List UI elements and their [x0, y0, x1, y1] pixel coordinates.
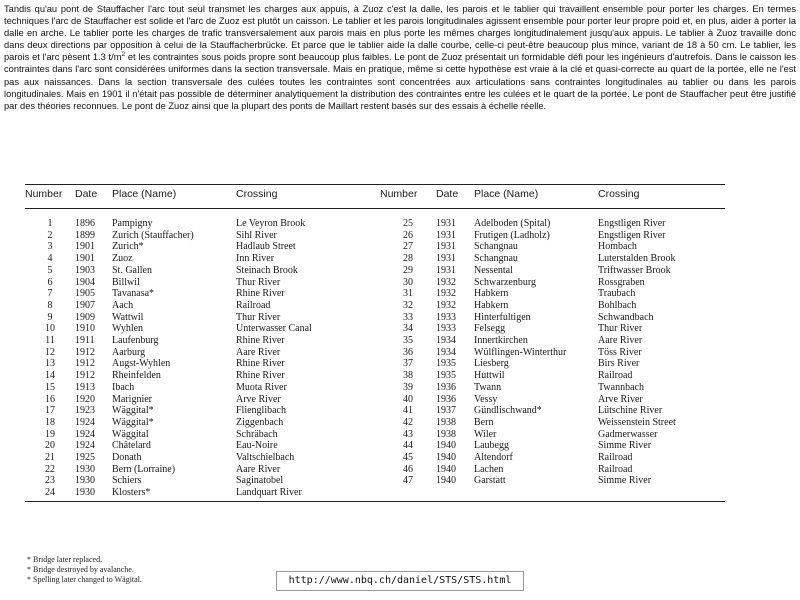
cell-date: 1932: [436, 299, 456, 311]
cell-number: 17: [45, 405, 55, 417]
cell-place: Habkern: [474, 299, 509, 311]
cell-place: Altendorf: [474, 452, 513, 464]
cell-crossing: Rhine River: [236, 370, 285, 382]
cell-place: Vessy: [474, 393, 498, 405]
cell-date: 1910: [75, 323, 95, 335]
cell-date: 1936: [436, 381, 456, 393]
cell-crossing: Railroad: [598, 463, 633, 475]
header-crossing-left: Crossing: [236, 185, 380, 209]
cell-crossing: Schwandbach: [598, 311, 654, 323]
bridge-table: [25, 184, 725, 502]
cell-number: 19: [45, 428, 55, 440]
cell-crossing: Muota River: [236, 381, 287, 393]
cell-place: Schangnau: [474, 241, 518, 253]
cell-number: 40: [403, 393, 413, 405]
cell-crossing: Schräbach: [236, 428, 278, 440]
cell-date: 1936: [436, 393, 456, 405]
intro-superscript: 2: [121, 51, 126, 59]
cell-number: 36: [403, 346, 413, 358]
cell-crossing: Thur River: [236, 276, 281, 288]
cell-place: Nessental: [474, 264, 513, 276]
cell-crossing: Bohlbach: [598, 299, 637, 311]
cell-date: 1912: [75, 370, 95, 382]
cell-number: 29: [403, 264, 413, 276]
cell-date: 1932: [436, 276, 456, 288]
cell-place: Felsegg: [474, 323, 506, 335]
cell-number: 25: [403, 218, 413, 229]
header-number-left: Number: [25, 185, 75, 209]
header-place-left: Place (Name): [112, 185, 236, 209]
cell-place: Habkern: [474, 288, 509, 300]
cell-date: 1931: [436, 253, 456, 265]
cell-date: 1934: [436, 346, 456, 358]
cell-crossing: Rhine River: [236, 288, 285, 300]
table-header-row: [25, 185, 725, 209]
cell-date: 1933: [436, 311, 456, 323]
cell-crossing: Töss River: [598, 346, 642, 358]
table-row: [25, 429, 725, 441]
cell-number: 32: [403, 299, 413, 311]
cell-date: 1911: [75, 335, 95, 347]
cell-place: Augst-Wyhlen: [112, 358, 171, 370]
cell-number: 28: [403, 253, 413, 265]
cell-place: Billwil: [112, 276, 140, 288]
table-row: [25, 394, 725, 406]
table-row: [25, 487, 725, 501]
cell-place: Schangnau: [474, 253, 518, 265]
cell-number: 23: [45, 475, 55, 487]
cell-number: 1: [47, 218, 53, 229]
cell-crossing: Hadlaub Street: [236, 241, 296, 253]
cell-crossing: Traubach: [598, 288, 636, 300]
cell-crossing: Thur River: [236, 311, 281, 323]
cell-number: 15: [45, 381, 55, 393]
intro-text-part1: Tandis qu'au pont de Stauffacher l'arc tout seul transmet les charges aux appuis, à Zuoz c'est la dalle, les parois et le tablier qui travaillent ensemble pour porter les charges. En termes techniques l'arc de Stauffacher est solide et l'arc de Zuoz est plutôt un caisson. Le tablier et les parois longitudinales agissent ensemble pour porter leur propre poid et, en plus, aider à porter la dalle en arche. Le tablier porte les charges de trafic transversalement aux parois mais en plus porte les mêmes charges longitudinalement jusqu'aux appuis. Le tablier à Zuoz travaille donc dans deux directions par opposition à celui de la Stauffacherbrücke. Et parce que le tablier aide la dalle courbe, celle-ci peut-être beaucoup plus mince, variant de 18 à 50 cm. Le tablier, les parois et l'arc pèsent 1.3 t/m: [4, 4, 796, 63]
cell-place: Tavanasa*: [112, 288, 155, 300]
cell-crossing: Arve River: [236, 393, 281, 405]
cell-date: 1940: [436, 440, 456, 452]
cell-crossing: Birs River: [598, 358, 640, 370]
cell-number: 38: [403, 370, 413, 382]
table-row: [25, 452, 725, 464]
cell-date: 1901: [75, 241, 95, 253]
cell-number: 31: [403, 288, 413, 300]
cell-date: 1940: [436, 463, 456, 475]
table-row: [25, 209, 725, 230]
cell-crossing: Lütschine River: [598, 405, 663, 417]
cell-place: Marignier: [112, 393, 152, 405]
table-row: [25, 464, 725, 476]
cell-date: 1932: [436, 288, 456, 300]
cell-place: Bern (Lorraine): [112, 463, 176, 475]
cell-place: Ibach: [112, 381, 135, 393]
cell-place: Wäggital*: [112, 416, 154, 428]
cell-crossing: Valtschielbach: [236, 452, 295, 464]
table-row: [25, 288, 725, 300]
cell-number: 22: [45, 463, 55, 475]
cell-number: 14: [45, 370, 55, 382]
cell-place: Bern: [474, 416, 494, 428]
cell-crossing: [598, 487, 725, 501]
cell-number: 12: [45, 346, 55, 358]
cell-crossing: Engstligen River: [598, 229, 666, 241]
cell-place: [474, 487, 598, 501]
cell-number: 9: [47, 311, 53, 323]
cell-number: 30: [403, 276, 413, 288]
cell-crossing: Aare River: [236, 346, 281, 358]
cell-place: Wiler: [474, 428, 497, 440]
cell-place: Wyhlen: [112, 323, 144, 335]
table-row: [25, 335, 725, 347]
cell-place: Wattwil: [112, 311, 144, 323]
cell-date: 1931: [436, 241, 456, 253]
footnote: * Bridge destroyed by avalanche.: [27, 565, 134, 575]
cell-date: 1905: [75, 288, 95, 300]
cell-place: Wülflingen-Winterthur: [474, 346, 567, 358]
cell-date: 1940: [436, 452, 456, 464]
cell-crossing: Landquart River: [236, 487, 380, 501]
cell-place: Frutigen (Ladholz): [474, 229, 550, 241]
cell-date: 1920: [75, 393, 95, 405]
cell-crossing: Steinach Brook: [236, 264, 298, 276]
cell-number: 20: [45, 440, 55, 452]
cell-number: 10: [45, 323, 55, 335]
cell-place: Châtelard: [112, 440, 151, 452]
table-row: [25, 440, 725, 452]
cell-number: 44: [403, 440, 413, 452]
cell-crossing: Twannbach: [598, 381, 644, 393]
cell-number: 41: [403, 405, 413, 417]
cell-place: Adelboden (Spital): [474, 218, 551, 229]
cell-place: Zurich (Stauffacher): [112, 229, 194, 241]
cell-place: Pampigny: [112, 218, 153, 229]
cell-crossing: Hombach: [598, 241, 637, 253]
cell-number: 45: [403, 452, 413, 464]
cell-number: 11: [45, 335, 55, 347]
bridge-table-container: [25, 184, 725, 502]
cell-date: 1924: [75, 416, 95, 428]
table-row: [25, 347, 725, 359]
cell-date: 1925: [75, 452, 95, 464]
table-row: [25, 370, 725, 382]
source-url-link[interactable]: http://www.nbq.ch/daniel/STS/STS.html: [276, 571, 524, 591]
cell-crossing: Unterwasser Canal: [236, 323, 312, 335]
table-row: [25, 475, 725, 487]
cell-date: 1903: [75, 264, 95, 276]
cell-number: 37: [403, 358, 413, 370]
table-row: [25, 312, 725, 324]
cell-number: 47: [403, 475, 413, 487]
cell-date: 1909: [75, 311, 95, 323]
cell-date: 1938: [436, 416, 456, 428]
cell-place: Twann: [474, 381, 502, 393]
cell-place: Laufenburg: [112, 335, 159, 347]
cell-place: Liesberg: [474, 358, 509, 370]
cell-crossing: Aare River: [598, 335, 643, 347]
cell-date: 1896: [75, 218, 95, 229]
table-row: [25, 253, 725, 265]
cell-place: Garstatt: [474, 475, 506, 487]
cell-crossing: Flienglibach: [236, 405, 286, 417]
header-place-right: Place (Name): [474, 185, 598, 209]
cell-crossing: Simme River: [598, 475, 652, 487]
cell-number: 13: [45, 358, 55, 370]
header-crossing-right: Crossing: [598, 185, 725, 209]
cell-date: 1931: [436, 218, 456, 229]
cell-place: Rheinfelden: [112, 370, 161, 382]
table-row: [25, 382, 725, 394]
cell-number: [380, 487, 436, 501]
cell-crossing: Le Veyron Brook: [236, 218, 306, 229]
cell-number: 27: [403, 241, 413, 253]
header-date-left: Date: [75, 185, 112, 209]
cell-crossing: Railroad: [598, 452, 633, 464]
cell-crossing: Saginatobel: [236, 475, 284, 487]
cell-crossing: Simme River: [598, 440, 652, 452]
cell-number: 33: [403, 311, 413, 323]
cell-place: Wäggital*: [112, 405, 154, 417]
cell-date: 1931: [436, 264, 456, 276]
cell-date: 1933: [436, 323, 456, 335]
cell-crossing: Eau-Noire: [236, 440, 278, 452]
header-number-right: Number: [380, 185, 436, 209]
intro-text-part2: et les contraintes sous poids propre sont beaucoup plus faibles. Le pont de Zuoz présentait un formidable défi pour les ingénieurs d'autrefois. Dans le caisson les contraintes dans l'arc sont considérées uniformes dans la section transversale. Mais en pratique, même si cette hypothèse est vraie à la clé et quasi-correcte au quart de la portée, elle ne l'est pas aux naissances. Dans la section transversale des culées toutes les contraintes sont concentrées aux articulations sans contraintes longitudinales au tablier ou dans les parois longitudinales. Mais en 1901 il n'était pas possible de déterminer analytiquement la distribution des contraintes entre les culées et le quart de la portée. Le pont de Stauffacher peut être justifié par des théories reconnues. Le pont de Zuoz ainsi que la plupart des ponts de Maillart restent basés sur des essais à échelle réelle.: [4, 52, 796, 111]
cell-place: Laubegg: [474, 440, 509, 452]
cell-date: 1935: [436, 358, 456, 370]
cell-number: 8: [47, 299, 53, 311]
cell-date: 1930: [75, 475, 95, 487]
table-row: [25, 405, 725, 417]
cell-place: Aach: [112, 299, 134, 311]
footnote: * Bridge later replaced.: [27, 555, 103, 564]
cell-date: 1923: [75, 405, 95, 417]
cell-date: 1937: [436, 405, 456, 417]
cell-crossing: Luterstalden Brook: [598, 253, 676, 265]
cell-date: 1912: [75, 346, 95, 358]
cell-date: 1901: [75, 253, 95, 265]
table-row: [25, 277, 725, 289]
cell-crossing: Thur River: [598, 323, 643, 335]
cell-date: 1912: [75, 358, 95, 370]
cell-number: 4: [47, 253, 53, 265]
cell-crossing: Ziggenbach: [236, 416, 284, 428]
cell-crossing: Railroad: [598, 370, 633, 382]
cell-number: 46: [403, 463, 413, 475]
cell-date: 1930: [75, 487, 112, 501]
cell-place: Gündlischwand*: [474, 405, 542, 417]
cell-crossing: Engstligen River: [598, 218, 666, 229]
cell-number: 21: [45, 452, 55, 464]
cell-crossing: Railroad: [236, 299, 271, 311]
cell-date: [436, 487, 474, 501]
cell-number: 3: [47, 241, 53, 253]
cell-place: Donath: [112, 452, 142, 464]
cell-crossing: Aare River: [236, 463, 281, 475]
cell-crossing: Rhine River: [236, 358, 285, 370]
cell-crossing: Rossgraben: [598, 276, 645, 288]
cell-number: 24: [25, 487, 75, 501]
table-row: [25, 300, 725, 312]
cell-crossing: Inn River: [236, 253, 275, 265]
cell-number: 16: [45, 393, 55, 405]
cell-number: 42: [403, 416, 413, 428]
cell-place: Aarburg: [112, 346, 146, 358]
cell-place: Huttwil: [474, 370, 505, 382]
cell-number: 35: [403, 335, 413, 347]
cell-place: Zuoz: [112, 253, 133, 265]
table-row: [25, 417, 725, 429]
cell-crossing: Arve River: [598, 393, 643, 405]
cell-place: Klosters*: [112, 487, 236, 501]
cell-number: 26: [403, 229, 413, 241]
cell-date: 1904: [75, 276, 95, 288]
cell-date: 1938: [436, 428, 456, 440]
table-row: [25, 358, 725, 370]
cell-date: 1913: [75, 381, 95, 393]
cell-number: 7: [47, 288, 53, 300]
cell-date: 1907: [75, 299, 95, 311]
table-row: [25, 323, 725, 335]
cell-place: Schwarzenburg: [474, 276, 537, 288]
footnote: * Spelling later changed to Wägital.: [27, 575, 142, 585]
table-row: [25, 241, 725, 253]
cell-date: 1924: [75, 440, 95, 452]
cell-date: 1931: [436, 229, 456, 241]
cell-date: 1934: [436, 335, 456, 347]
cell-number: 39: [403, 381, 413, 393]
cell-number: 2: [47, 229, 53, 241]
header-date-right: Date: [436, 185, 474, 209]
cell-crossing: Sihl River: [236, 229, 277, 241]
cell-number: 43: [403, 428, 413, 440]
intro-paragraph: [4, 3, 796, 112]
table-body: [25, 209, 725, 502]
table-row: [25, 230, 725, 242]
cell-crossing: Weissenstein Street: [598, 416, 676, 428]
cell-date: 1940: [436, 475, 456, 487]
table-row: [25, 265, 725, 277]
cell-date: 1924: [75, 428, 95, 440]
cell-number: 34: [403, 323, 413, 335]
cell-number: 18: [45, 416, 55, 428]
cell-date: 1930: [75, 463, 95, 475]
cell-place: Zurich*: [112, 241, 144, 253]
cell-place: St. Gallen: [112, 264, 152, 276]
cell-date: 1899: [75, 229, 95, 241]
cell-crossing: Triftwasser Brook: [598, 264, 671, 276]
cell-date: 1935: [436, 370, 456, 382]
cell-number: 5: [47, 264, 53, 276]
cell-place: Lachen: [474, 463, 504, 475]
cell-place: Hinterfultigen: [474, 311, 531, 323]
cell-crossing: Gadmerwasser: [598, 428, 658, 440]
cell-place: Schiers: [112, 475, 142, 487]
cell-number: 6: [47, 276, 53, 288]
cell-place: Wäggital: [112, 428, 149, 440]
cell-crossing: Rhine River: [236, 335, 285, 347]
cell-place: Innertkirchen: [474, 335, 528, 347]
